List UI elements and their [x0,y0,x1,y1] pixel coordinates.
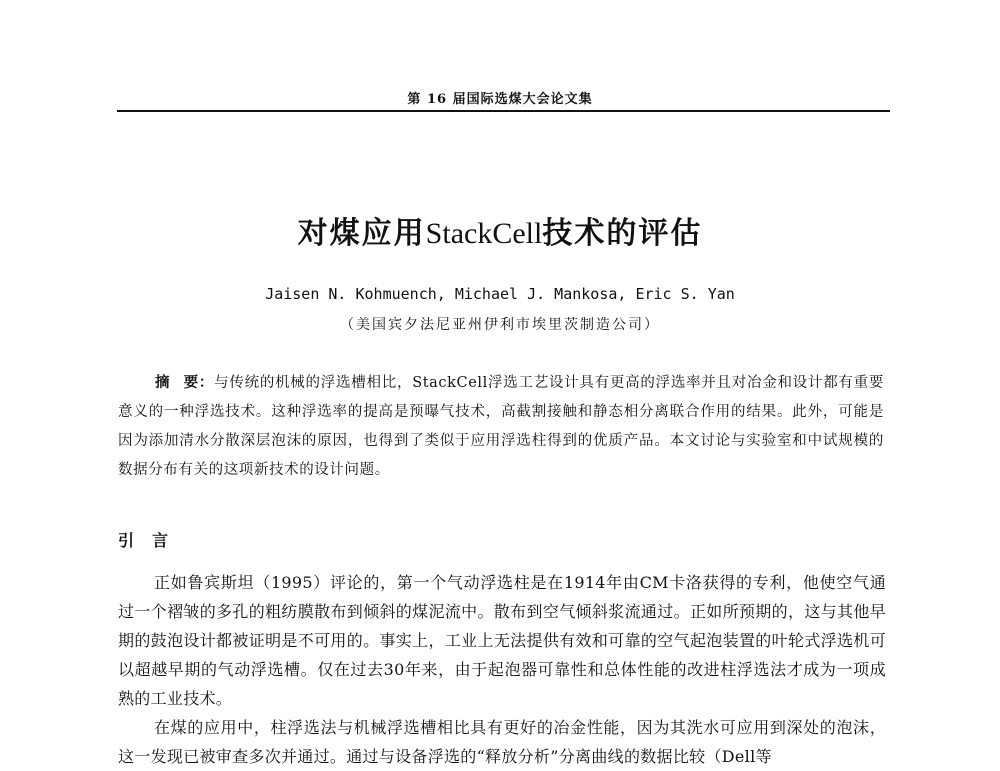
title-suffix: 技术的评估 [542,216,703,251]
title-prefix: 对煤应用 [297,216,426,251]
abstract-label: 摘 [155,374,184,391]
paper-title [0,208,1000,252]
paragraph: 在煤的应用中，柱浮选法与机械浮选槽相比具有更好的冶金性能，因为其洗水可应用到深处的泡沫，这一发现已被审查多次并通过。通过与设备浮选的“释放分析”分离曲线的数据比较（Dell等 [118,718,886,766]
title-latin: StackCell [425,217,543,250]
introduction-body [118,568,886,771]
abstract-text: 与传统的机械的浮选槽相比，StackCell浮选工艺设计具有更高的浮选率并且对冶金和设计都有重要意义的一种浮选技术。这种浮选率的提高是预曝气技术，高截割接触和静态相分离联合作用的结果。此外，可能是因为添加清水分散深层泡沫的原因，也得到了类似于应用浮选柱得到的优质产品。本文讨论与实验室和中试规模的数据分布有关的这项新技术的设计问题。 [118,375,885,478]
paragraph: 正如鲁宾斯坦（1995）评论的，第一个气动浮选柱是在1914年由CM卡洛获得的专利，他使空气通过一个褶皱的多孔的粗纺膜散布到倾斜的煤泥流中。散布到空气倾斜浆流通过。正如所预期的，这与其他早期的鼓泡设计都被证明是不可用的。事实上，工业上无法提供有效和可靠的空气起泡装置的叶轮式浮选机可以超越早期的气动浮选槽。仅在过去30年来，由于起泡器可靠性和总体性能的改进柱浮选法才成为一项成熟的工业技术。 [118,573,886,708]
authors: Jaisen N. Kohmuench, Michael J. Mankosa, Eric S. Yan [265,285,735,303]
header-rule [117,110,890,112]
section-heading-introduction: 引言 [118,531,187,550]
affiliation: （美国宾夕法尼亚州伊利市埃里茨制造公司） [340,317,660,333]
abstract-label-2: 要： [183,374,215,391]
running-head: 第 16 届国际选煤大会论文集 [407,92,593,107]
abstract [118,368,884,485]
